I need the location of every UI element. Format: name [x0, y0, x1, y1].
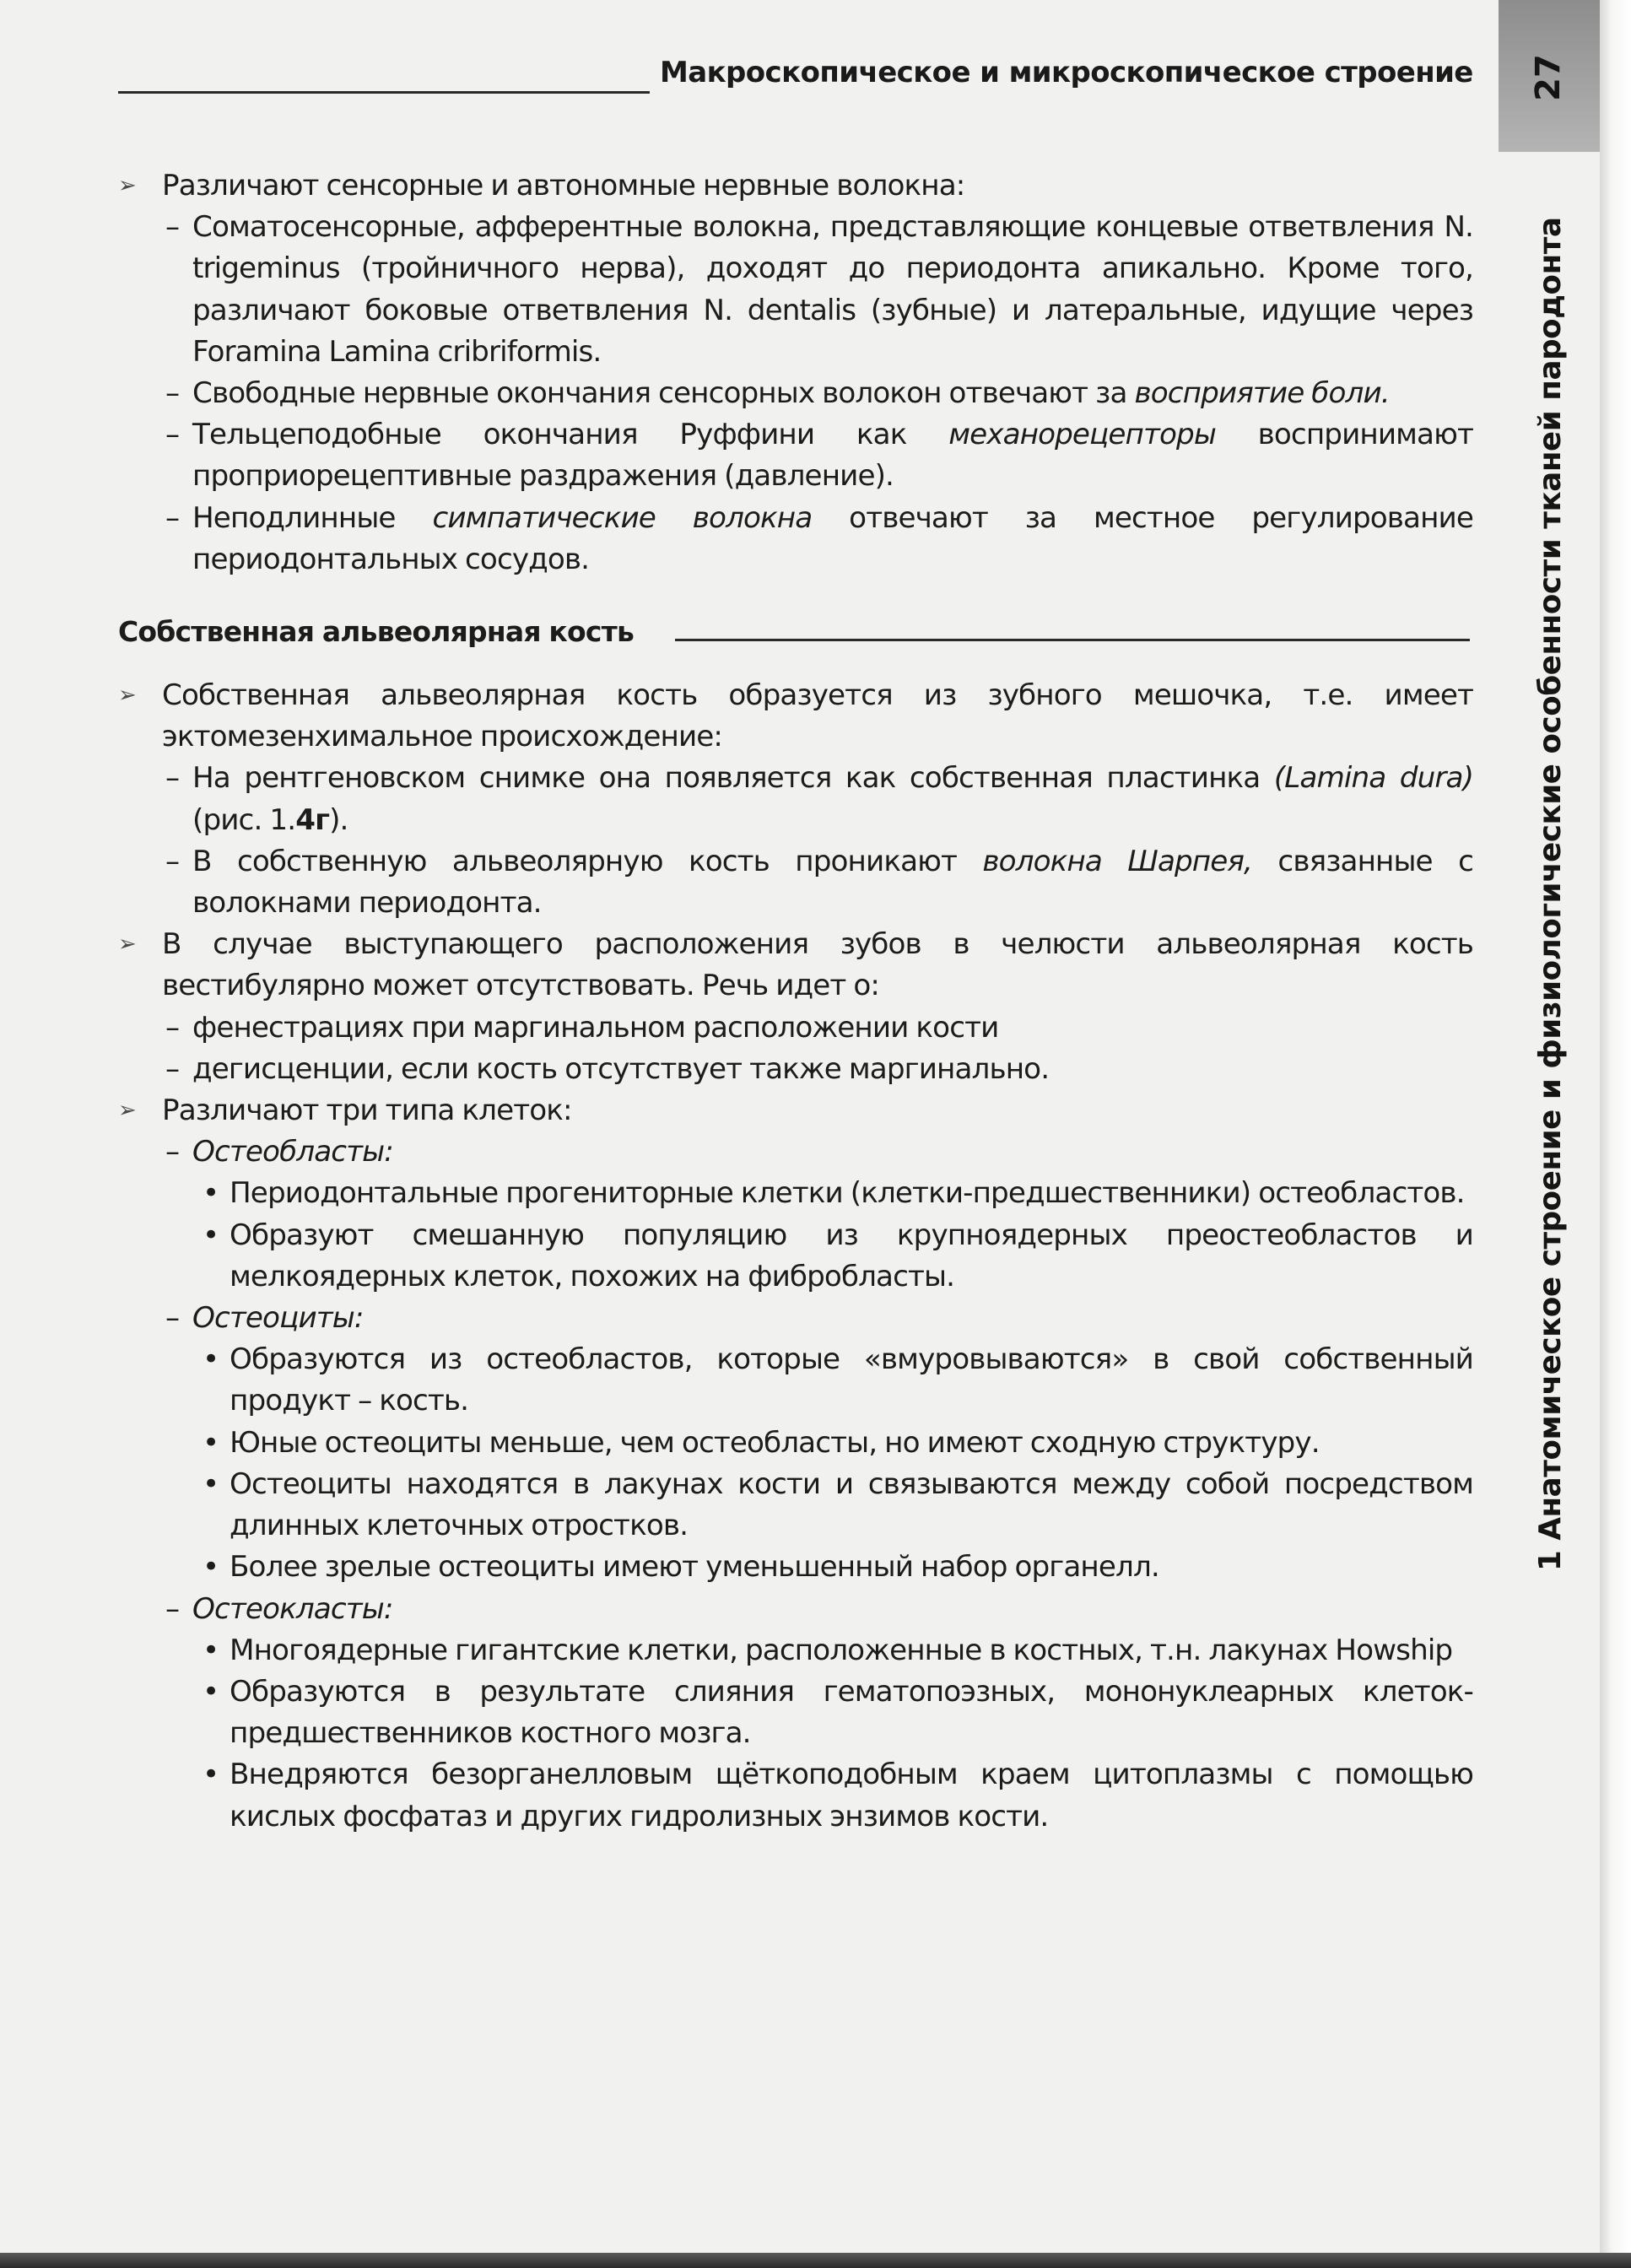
paragraph-text: Более зрелые остеоциты имеют уменьшенный набор органелл.	[230, 1550, 1159, 1585]
paragraph-text: связанные с волокнами периодонта.	[192, 844, 1473, 921]
running-head-title: Макроскопическое и микроскопическое строение	[660, 56, 1473, 89]
dash-bullet-icon: –	[165, 1135, 180, 1169]
list-item	[118, 758, 1473, 840]
cell-type-label: Остеобласты:	[192, 1135, 393, 1169]
paragraph-text: Неподлинные	[192, 500, 433, 535]
dot-bullet-icon: •	[203, 1176, 219, 1211]
list-item	[118, 1173, 1473, 1214]
list-item	[118, 414, 1473, 497]
paragraph-text: фенестрациях при маргинальном расположении кости	[192, 1010, 999, 1045]
paragraph-text: Соматосенсорные, афферентные волокна, представляющие концевые ответвления N. trigeminus (тройничного нерва), доходят до периодонта апикально. Кроме того, различают боковые ответвления N. dentalis (зубные) и латеральные, идущие через Foramina Lamina cribriformis.	[192, 210, 1473, 369]
dot-bullet-icon: •	[203, 1425, 219, 1460]
dot-bullet-icon: •	[203, 1218, 219, 1252]
italic-term: симпатические волокна	[432, 500, 813, 535]
paragraph-text: (рис. 1.	[192, 802, 296, 837]
list-item	[118, 1215, 1473, 1298]
arrow-bullet-icon: ➢	[118, 932, 136, 958]
scan-border	[0, 2253, 1631, 2268]
list-item	[118, 1131, 1473, 1173]
list-item	[118, 1339, 1473, 1422]
list-item	[118, 1671, 1473, 1754]
paragraph-text: воспринимают проприорецептивные раздражения (давление).	[192, 418, 1473, 494]
dot-bullet-icon: •	[203, 1466, 219, 1501]
list-item	[118, 1464, 1473, 1547]
list-item	[118, 1754, 1473, 1837]
dash-bullet-icon: –	[165, 1591, 180, 1626]
paragraph-text: Юные остеоциты меньше, чем остеобласты, но имеют сходную структуру.	[230, 1425, 1320, 1460]
figure-reference: 4г	[295, 802, 330, 837]
paragraph-text: ).	[329, 802, 348, 837]
list-item	[118, 841, 1473, 924]
list-item	[118, 498, 1473, 580]
dash-bullet-icon: –	[165, 1051, 180, 1086]
list-item	[118, 1547, 1473, 1588]
paragraph-text: Остеоциты находятся в лакунах кости и связываются между собой посредством длинных клеточных отростков.	[230, 1466, 1473, 1543]
page-edge-shadow	[1600, 0, 1631, 2268]
dot-bullet-icon: •	[203, 1674, 219, 1709]
paragraph-text: В собственную альвеолярную кость проникают	[192, 844, 983, 878]
section-rule	[675, 639, 1470, 641]
dash-bullet-icon: –	[165, 844, 180, 878]
italic-term: механорецепторы	[948, 418, 1216, 452]
paragraph-text: Свободные нервные окончания сенсорных волокон отвечают за	[192, 376, 1135, 411]
list-item	[118, 1049, 1473, 1090]
section-heading	[118, 611, 1473, 653]
paragraph-text: Внедряются безорганелловым щёткоподобным краем цитоплазмы с помощью кислых фосфатаз и других гидролизных энзимов кости.	[230, 1758, 1473, 1833]
list-item	[118, 373, 1473, 414]
dot-bullet-icon: •	[203, 1342, 219, 1377]
list-item	[118, 207, 1473, 373]
list-item	[118, 1630, 1473, 1671]
list-item	[118, 1007, 1473, 1049]
list-item	[118, 1589, 1473, 1630]
italic-term: восприятие боли.	[1134, 376, 1390, 411]
arrow-bullet-icon: ➢	[118, 1098, 136, 1124]
list-item	[118, 675, 1473, 758]
italic-term: волокна Шарпея,	[982, 844, 1253, 878]
dash-bullet-icon: –	[165, 1301, 180, 1336]
paragraph-text: Образуются в результате слияния гематопоэзных, мононуклеарных клеток-предшественников костного мозга.	[230, 1674, 1473, 1751]
paragraph-text: дегисценции, если кость отсутствует также маргинально.	[192, 1051, 1050, 1086]
cell-type-label: Остеокласты:	[192, 1591, 393, 1626]
italic-term: (Lamina dura)	[1273, 761, 1474, 796]
page-number: 27	[1529, 54, 1568, 101]
arrow-bullet-icon: ➢	[118, 173, 136, 198]
list-item	[118, 1423, 1473, 1464]
list-item	[118, 165, 1473, 207]
dot-bullet-icon: •	[203, 1758, 219, 1792]
paragraph-text: Собственная альвеолярная кость образуется из зубного мешочка, т.е. имеет эктомезенхимальное происхождение:	[162, 678, 1473, 754]
dot-bullet-icon: •	[203, 1633, 219, 1667]
paragraph-text: Периодонтальные прогениторные клетки (клетки-предшественники) остеобластов.	[230, 1176, 1465, 1211]
dash-bullet-icon: –	[165, 376, 180, 411]
paragraph-text: Различают сенсорные и автономные нервные волокна:	[162, 169, 965, 202]
dash-bullet-icon: –	[165, 761, 180, 796]
dash-bullet-icon: –	[165, 1010, 180, 1045]
chapter-side-title: 1 Анатомическое строение и физиологические особенности тканей пародонта	[1533, 217, 1568, 1571]
page-body	[118, 165, 1473, 1838]
section-title: Собственная альвеолярная кость	[118, 615, 649, 648]
list-item	[118, 924, 1473, 1007]
dash-bullet-icon: –	[165, 210, 180, 245]
list-item	[118, 1090, 1473, 1131]
paragraph-text: Многоядерные гигантские клетки, расположенные в костных, т.н. лакунах Howship	[230, 1633, 1453, 1667]
dash-bullet-icon: –	[165, 418, 180, 452]
paragraph-text: В случае выступающего расположения зубов в челюсти альвеолярная кость вестибулярно может отсутствовать. Речь идет о:	[162, 927, 1473, 1003]
paragraph-text: Образуются из остеобластов, которые «вмуровываются» в свой собственный продукт – кость.	[230, 1342, 1473, 1418]
paragraph-text: Различают три типа клеток:	[162, 1094, 572, 1128]
list-item	[118, 1298, 1473, 1339]
dot-bullet-icon: •	[203, 1550, 219, 1585]
header-rule	[118, 91, 650, 94]
arrow-bullet-icon: ➢	[118, 683, 136, 709]
paragraph-text: Образуют смешанную популяцию из крупноядерных преостеобластов и мелкоядерных клеток, похожих на фибробласты.	[230, 1218, 1473, 1293]
cell-type-label: Остеоциты:	[192, 1301, 364, 1336]
paragraph-text: Тельцеподобные окончания Руффини как	[192, 418, 949, 452]
paragraph-text: На рентгеновском снимке она появляется как собственная пластинка	[192, 761, 1274, 796]
dash-bullet-icon: –	[165, 500, 180, 535]
paragraph-text: отвечают за местное регулирование периодонтальных сосудов.	[192, 500, 1473, 576]
